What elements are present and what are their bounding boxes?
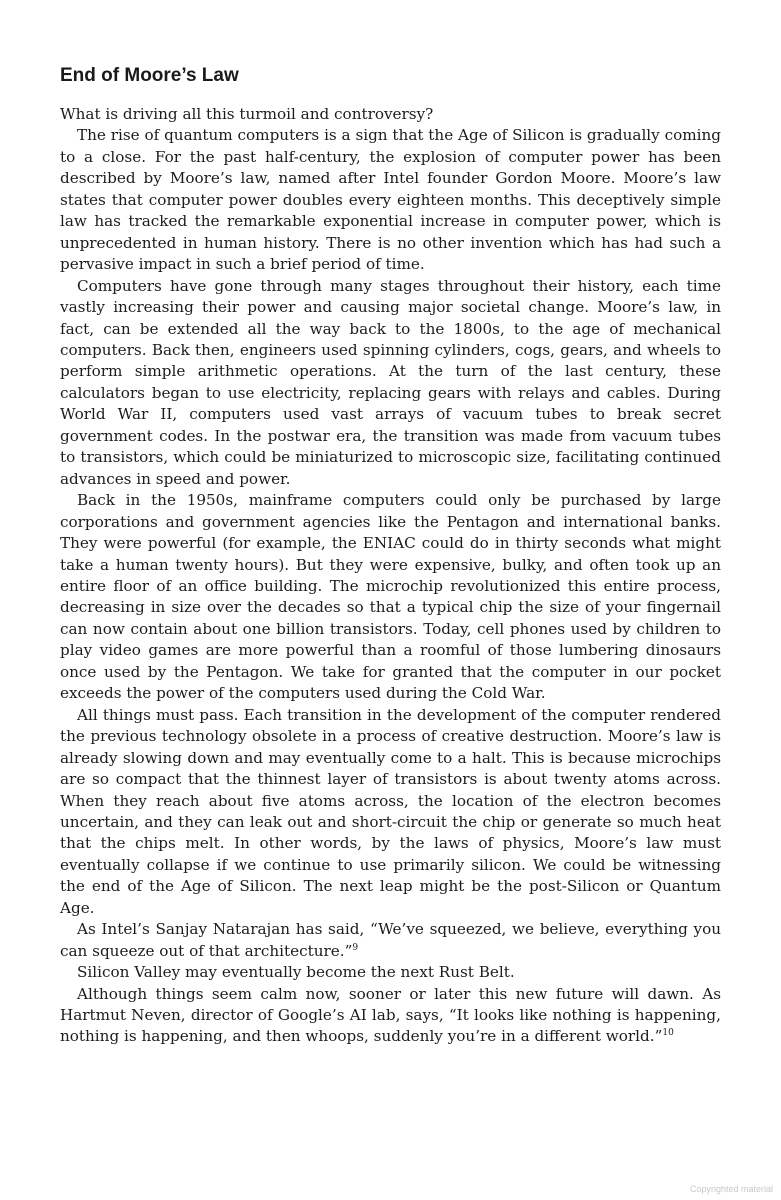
paragraph (60, 919, 721, 962)
paragraph-text: Silicon Valley may eventually become the next Rust Belt. (77, 963, 515, 982)
copyright-watermark: Copyrighted material (689, 1184, 773, 1194)
paragraph-text: What is driving all this turmoil and controversy? (60, 105, 434, 123)
paragraph (60, 705, 721, 920)
paragraph-text: Although things seem calm now, sooner or later this new future will dawn. As Hartmut Neven, director of Google’s AI lab, says, “It looks like nothing is happening, nothing is happening, and then whoops, suddenly you’re in a different world.” (60, 984, 721, 1046)
paragraph-text: As Intel’s Sanjay Natarajan has said, “We’ve squeezed, we believe, everything you can squeeze out of that architecture.” (60, 920, 721, 960)
paragraph-text: The rise of quantum computers is a sign that the Age of Silicon is gradually coming to a close. For the past half-century, the explosion of computer power has been described by Moore’s law, named after Intel founder Gordon Moore. Moore’s law states that computer power doubles every eighteen months. This deceptively simple law has tracked the remarkable exponential increase in computer power, which is unprecedented in human history. There is no other invention which has had such a pervasive impact in such a brief period of time. (60, 126, 721, 274)
footnote-marker[interactable]: 10 (662, 1028, 674, 1039)
body-text (60, 104, 721, 1048)
paragraph-text: Back in the 1950s, mainframe computers could only be purchased by large corporations and government agencies like the Pentagon and international banks. They were powerful (for example, the ENIAC could do in thirty seconds what might take a human twenty hours). But they were expensive, bulky, and often took up an entire floor of an office building. The microchip revolutionized this entire process, decreasing in size over the decades so that a typical chip the size of your fingernail can now contain about one billion transistors. Today, cell phones used by children to play video games are more powerful than a roomful of those lumbering dinosaurs once used by the Pentagon. We take for granted that the computer in our pocket exceeds the power of the computers used during the Cold War. (60, 491, 721, 703)
section-heading: End of Moore’s Law (60, 65, 239, 86)
paragraph (60, 125, 721, 275)
paragraph (60, 490, 721, 705)
paragraph (60, 276, 721, 491)
footnote-marker[interactable]: 9 (352, 942, 359, 953)
paragraph (60, 104, 721, 125)
paragraph (60, 962, 721, 983)
paragraph-text: Computers have gone through many stages throughout their history, each time vastly increasing their power and causing major societal change. Moore’s law, in fact, can be extended all the way back to the 1800s, to the age of mechanical computers. Back then, engineers used spinning cylinders, cogs, gears, and wheels to perform simple arithmetic operations. At the turn of the last century, these calculators began to use electricity, replacing gears with relays and cables. During World War II, computers used vast arrays of vacuum tubes to break secret government codes. In the postwar era, the transition was made from vacuum tubes to transistors, which could be miniaturized to microscopic size, facilitating continued advances in speed and power. (60, 276, 721, 488)
paragraph-text: All things must pass. Each transition in the development of the computer rendered the previous technology obsolete in a process of creative destruction. Moore’s law is already slowing down and may eventually come to a halt. This is because microchips are so compact that the thinnest layer of transistors is about twenty atoms across. When they reach about five atoms across, the location of the electron becomes uncertain, and they can leak out and short-circuit the chip or generate so much heat that the chips melt. In other words, by the laws of physics, Moore’s law must eventually collapse if we continue to use primarily silicon. We could be witnessing the end of the Age of Silicon. The next leap might be the post-Silicon or Quantum Age. (60, 705, 721, 917)
paragraph (60, 984, 721, 1048)
